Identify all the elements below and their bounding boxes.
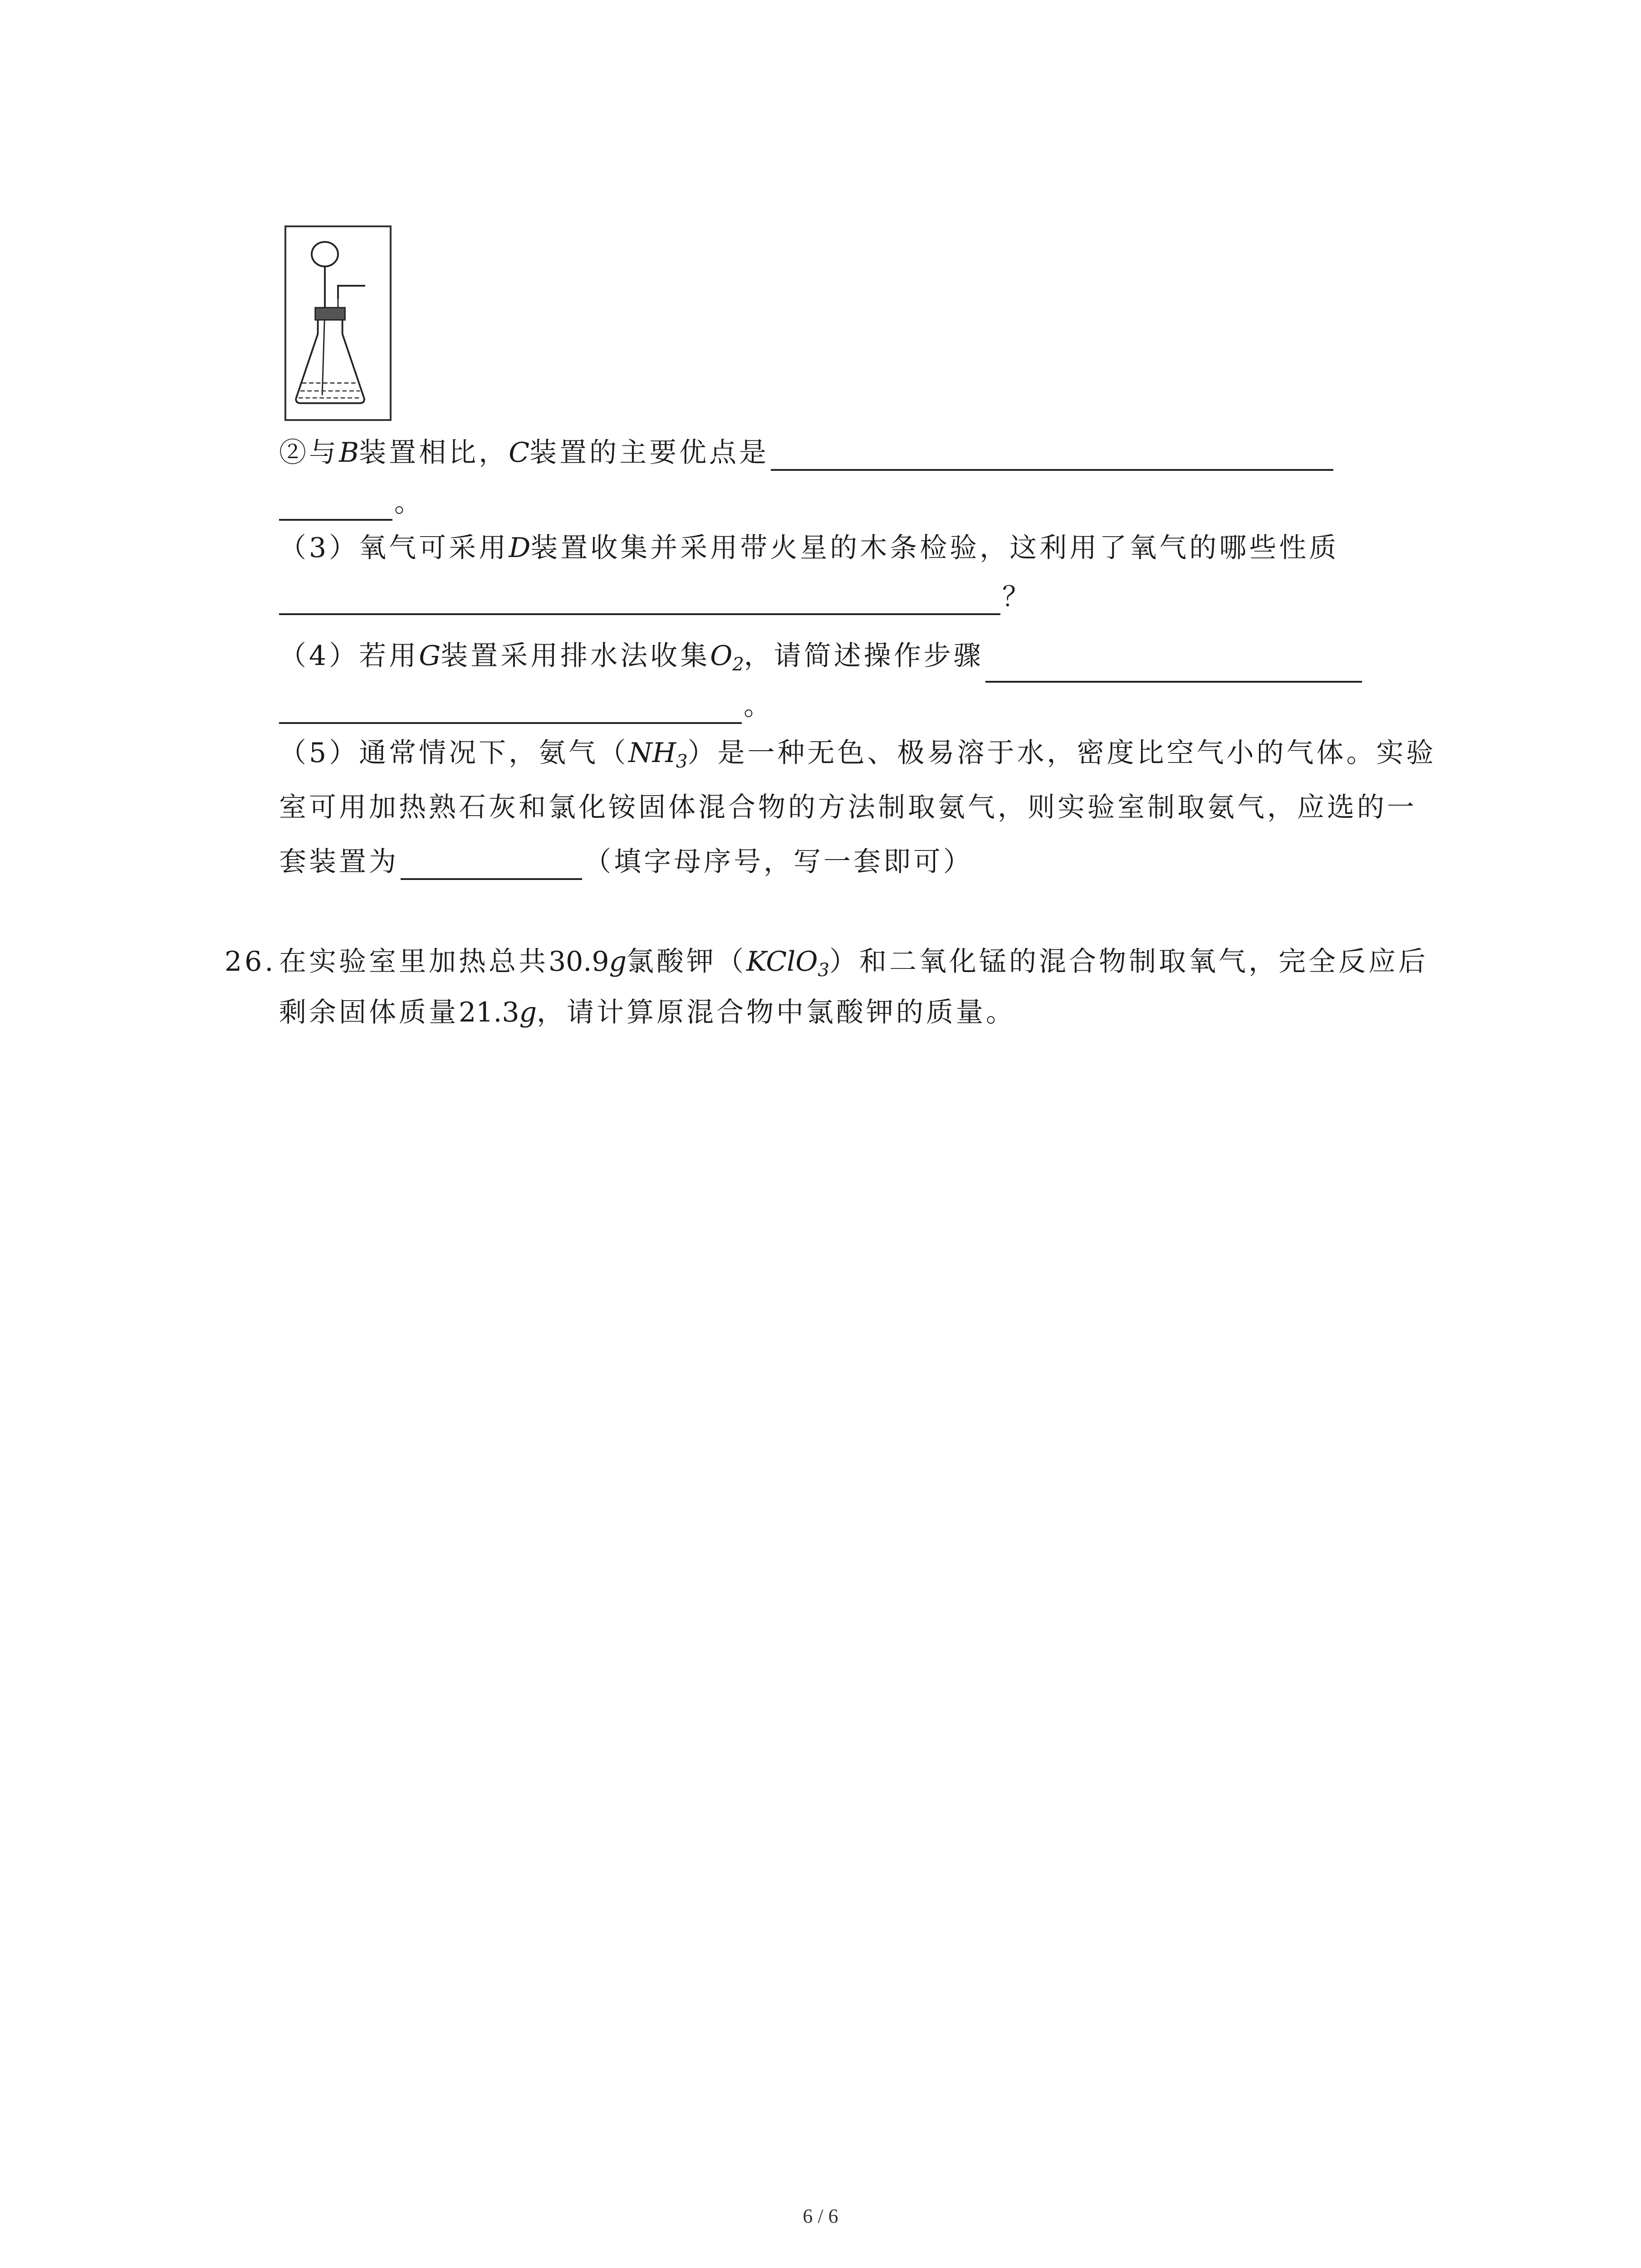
q25-part3-suffix: 装置收集并采用带火星的木条检验，这利用了氧气的哪些性质 <box>530 532 1339 564</box>
q25-part3-prefix: （3）氧气可采用 <box>279 532 509 564</box>
q25-part4-prefix: （4）若用 <box>279 640 419 672</box>
q26-line2-a: 剩余固体质量 <box>279 997 459 1028</box>
answer-blank-q25-3[interactable] <box>279 585 1000 615</box>
q25-part3-line <box>279 530 1339 566</box>
formula-o2: $O_2$ <box>710 640 744 675</box>
q26-line1-c: ）和二氧化锰的混合物制取氧气，完全反应后 <box>829 946 1428 978</box>
q25-part5-prefix: （5）通常情况下，氨气（ <box>279 737 629 769</box>
answer-blank-q25-4a[interactable] <box>985 653 1362 683</box>
q26-mass-total: 30.9 <box>549 946 609 978</box>
q25-part5-line2 <box>279 789 1417 826</box>
formula-kclo3: KClO$_3$ <box>746 946 829 981</box>
q25-part5-line3 <box>279 844 973 880</box>
q25-part2-item2-line2 <box>279 484 424 521</box>
q26-line2 <box>279 994 1016 1031</box>
q25-part5-line2-text: 室可用加热熟石灰和氯化铵固体混合物的方法制取氨气，则实验室制取氨气，应选的一 <box>279 792 1417 823</box>
q26-line1-a: 在实验室里加热总共 <box>279 946 549 978</box>
q25-part5-line3-suffix: （填字母序号，写一套即可） <box>584 846 973 878</box>
q26-number: 26. <box>225 946 276 978</box>
q26-line1-b: 氯酸钾（ <box>627 946 747 978</box>
q25-part5-line3-prefix: 套装置为 <box>279 846 399 878</box>
q25-part5-line1 <box>279 735 1436 780</box>
answer-blank-q25-2-2b[interactable] <box>279 491 392 521</box>
q25-part3-tail: ？ <box>1002 581 1032 613</box>
answer-blank-q25-4b[interactable] <box>279 694 742 724</box>
var-d: D <box>509 532 531 564</box>
formula-nh3: $NH_3$ <box>628 737 688 772</box>
page-indicator: 6 / 6 <box>803 2205 838 2227</box>
q25-part2-item2-suffix: 装置的主要优点是 <box>529 437 769 469</box>
q26-line2-b: ，请计算原混合物中氯酸钾的质量。 <box>537 997 1016 1028</box>
q25-part4-line <box>279 638 1364 683</box>
q25-part4-line2 <box>279 688 774 724</box>
q26-mass-remain: 21.3 <box>459 997 519 1028</box>
q25-part2-item2-mid: 装置相比， <box>359 437 509 469</box>
var-b: B <box>339 437 359 469</box>
apparatus-figure-c <box>284 225 392 421</box>
q25-part4-suffix: ，请简述操作步骤 <box>744 640 984 672</box>
answer-blank-q25-5[interactable] <box>401 850 582 880</box>
q25-part2-item2-line <box>279 435 1335 471</box>
var-c: C <box>509 437 530 469</box>
q25-part3-line2 <box>279 579 1032 615</box>
unit-g-2: g <box>519 997 537 1028</box>
unit-g: g <box>609 946 627 978</box>
conical-flask-apparatus-icon <box>286 227 390 419</box>
q25-part2-item2-prefix: ②与 <box>279 437 339 469</box>
q25-part5-line1-suffix: ）是一种无色、极易溶于水，密度比空气小的气体。实验 <box>687 737 1436 769</box>
q26-line1 <box>225 943 1428 988</box>
q25-part4-tail: 。 <box>744 690 774 722</box>
var-g: G <box>419 640 441 672</box>
answer-blank-q25-2-2a[interactable] <box>771 441 1333 471</box>
q25-part4-mid: 装置采用排水法收集 <box>441 640 710 672</box>
q25-part2-item2-tail: 。 <box>394 487 424 518</box>
